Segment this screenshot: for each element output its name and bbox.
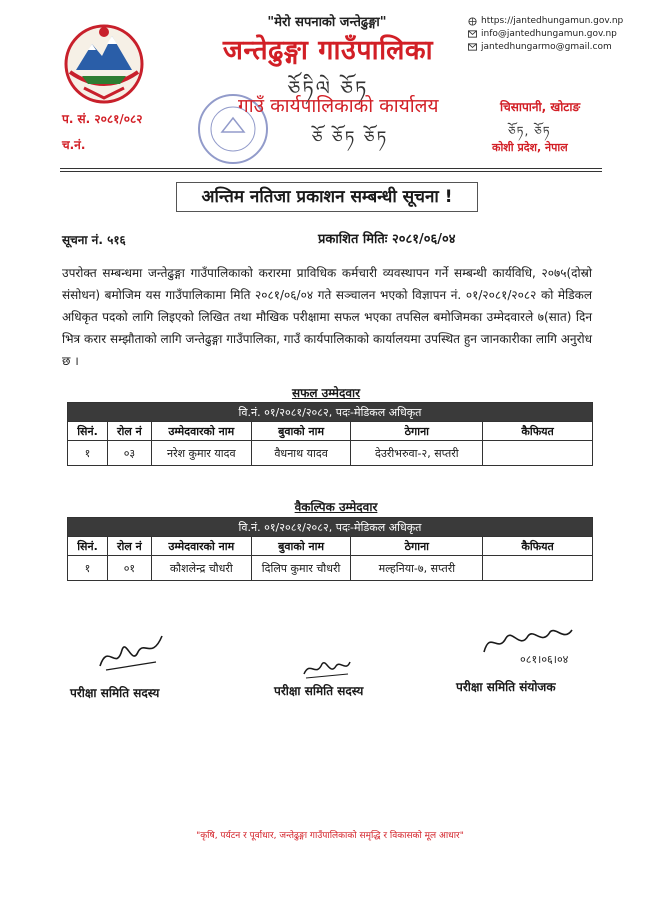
col-header: रोल नं <box>107 537 151 556</box>
header-divider <box>60 168 602 169</box>
email-1-text[interactable]: info@jantedhungamun.gov.np <box>481 29 617 39</box>
successful-section-title: सफल उम्मेदवार <box>291 386 361 400</box>
nepal-emblem-icon <box>62 22 146 104</box>
col-header: उम्मेदवारको नाम <box>151 422 251 441</box>
published-date: प्रकाशित मितिः २०८१/०६/०४ <box>318 232 456 247</box>
contact-block <box>468 16 623 55</box>
office-name: गाउँ कार्यपालिकाको कार्यालय <box>238 95 439 117</box>
municipality-name: जन्तेढुङ्गा गाउँपालिका <box>222 35 434 66</box>
col-header: बुवाको नाम <box>251 422 351 441</box>
office-name-alt-script: ཅོ ཅོཏ ཅོཏ <box>311 128 389 148</box>
table-band: वि.नं. ०१/२०८१/२०८२, पदः-मेडिकल अधिकृत <box>68 403 593 422</box>
cell-remarks <box>483 441 593 466</box>
notice-body: उपरोक्त सम्बन्धमा जन्तेढुङ्गा गाउँपालिकाको करारमा प्राविधिक कर्मचारी व्यवस्थापन गर्ने सम्बन्धी कार्यविधि, २०७५(दोस्रो संसोधन) बमोजिम यस गाउँपालिकामा मिति २०८१/०६/०४ गते सञ्चालन भएको विज्ञापन नं. ०१/२०८१/२०८२ को मेडिकल अधिकृत पदको लागि लिइएको लिखित तथा मौखिक परीक्षामा सफल भएका तपसिल बमोजिमका उम्मेदवारले ७(सात) दिन भित्र करार सम्झौताको लागि जन्तेढुङ्गा गाउँपालिका, गाउँ कार्यपालिकाको कार्यालयमा उपस्थित हुन जानकारीका लागि अनुरोध छ । <box>62 266 592 368</box>
dispatch-number: च.नं. <box>62 138 86 152</box>
signature-2-icon <box>300 656 354 682</box>
signature-1-icon <box>96 632 166 676</box>
notice-number: सूचना नं. ५१६ <box>62 233 126 247</box>
footer-slogan: "कृषि, पर्यटन र पूर्वाधार, जन्तेढुङ्गा गाउँपालिकाको समृद्धि र विकासको मूल आधार" <box>196 831 464 841</box>
table-band: वि.नं. ०१/२०८१/२०८२, पदः-मेडिकल अधिकृत <box>68 518 593 537</box>
cell-father-name: वैधनाथ यादव <box>251 441 351 466</box>
col-header: कैफियत <box>483 537 593 556</box>
contact-website <box>468 16 623 26</box>
cell-candidate-name: नरेश कुमार यादव <box>151 441 251 466</box>
cell-address: देउरीभरुवा-२, सप्तरी <box>351 441 483 466</box>
cell-roll: ०३ <box>107 441 151 466</box>
alternate-section-title: वैकल्पिक उम्मेदवार <box>294 500 378 514</box>
cell-address: मल्हनिया-७, सप्तरी <box>351 556 483 581</box>
col-header: कैफियत <box>483 422 593 441</box>
cell-candidate-name: कौशलेन्द्र चौधरी <box>151 556 251 581</box>
contact-email-1 <box>468 29 623 39</box>
contact-email-2 <box>468 42 623 52</box>
notice-title: अन्तिम नतिजा प्रकाशन सम्बन्धी सूचना ! <box>176 182 478 212</box>
cell-remarks <box>483 556 593 581</box>
alternate-table <box>67 517 593 581</box>
globe-icon <box>468 17 477 26</box>
cell-roll: ०१ <box>107 556 151 581</box>
reference-number: प. सं. २०८१/०८२ <box>62 112 143 126</box>
signature-2-title: परीक्षा समिति सदस्य <box>274 684 364 698</box>
location-line-2: कोशी प्रदेश, नेपाल <box>492 141 568 154</box>
cell-serial: १ <box>68 556 108 581</box>
header-divider <box>60 171 602 172</box>
mail-icon <box>468 43 477 52</box>
email-2-text[interactable]: jantedhungarmo@gmail.com <box>481 42 612 52</box>
mail-icon <box>468 30 477 39</box>
table-row <box>68 441 593 466</box>
col-header: सिनं. <box>68 422 108 441</box>
table-row <box>68 556 593 581</box>
cell-father-name: दिलिप कुमार चौधरी <box>251 556 351 581</box>
col-header: रोल नं <box>107 422 151 441</box>
signature-3-date: ०८१।०६।०४ <box>520 653 569 666</box>
col-header: ठेगाना <box>351 537 483 556</box>
col-header: बुवाको नाम <box>251 537 351 556</box>
website-text[interactable]: https://jantedhungamun.gov.np <box>481 16 624 26</box>
cell-serial: १ <box>68 441 108 466</box>
location-line-1: चिसापानी, खोटाङ <box>500 100 581 114</box>
motto: "मेरो सपनाको जन्तेढुङ्गा" <box>267 15 387 30</box>
municipality-name-alt-script: ཅོཏིལེ ཅོཏ <box>287 76 369 100</box>
col-header: उम्मेदवारको नाम <box>151 537 251 556</box>
signature-1-title: परीक्षा समिति सदस्य <box>70 686 160 700</box>
col-header: ठेगाना <box>351 422 483 441</box>
successful-table <box>67 402 593 466</box>
location-line-1-alt: ཅོཏ, ཅོཏ <box>508 124 551 138</box>
signature-3-title: परीक्षा समिति संयोजक <box>456 680 556 694</box>
col-header: सिनं. <box>68 537 108 556</box>
